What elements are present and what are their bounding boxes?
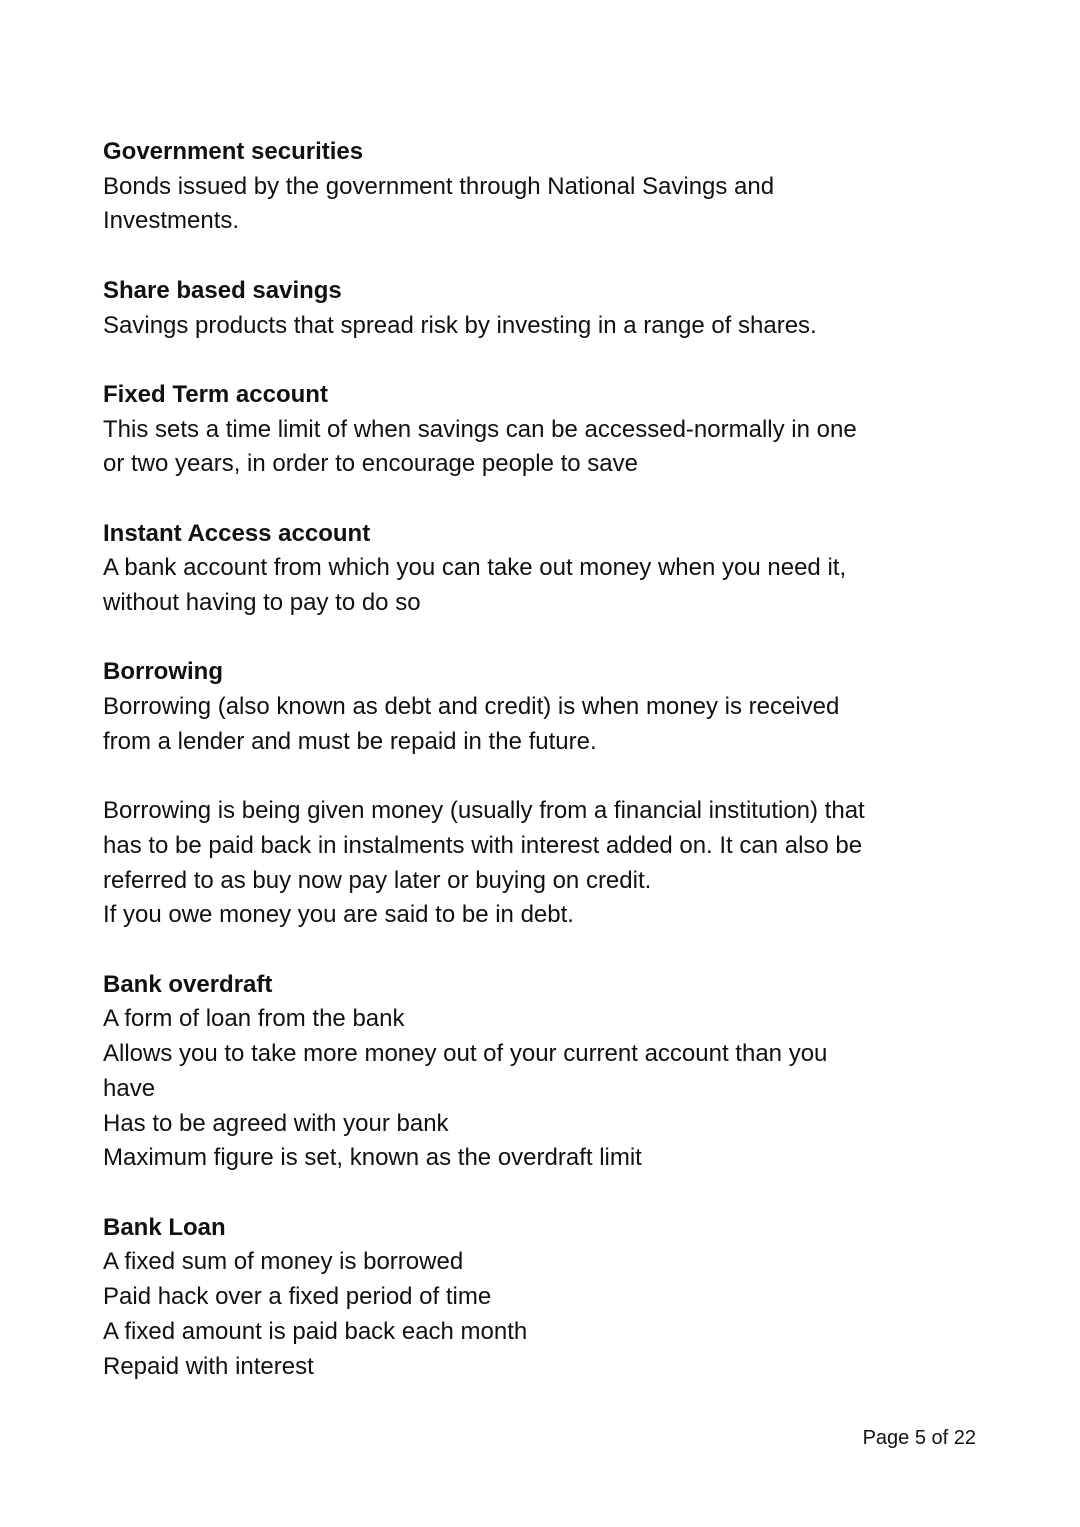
section-text-line: A bank account from which you can take out money when you need it, (103, 554, 847, 582)
section-text-line: Has to be agreed with your bank (103, 1109, 449, 1137)
section-heading: Share based savings (103, 276, 342, 304)
section-text-line: Bonds issued by the government through National Savings and (103, 172, 775, 200)
definition-section (103, 968, 963, 1176)
section-text-line: This sets a time limit of when savings can be accessed-normally in one (103, 415, 857, 443)
section-text-line: Savings products that spread risk by investing in a range of shares. (103, 311, 817, 339)
page-number: Page 5 of 22 (862, 1427, 976, 1449)
section-heading: Borrowing (103, 658, 223, 686)
section-text-line: Borrowing is being given money (usually from a financial institution) that (103, 797, 865, 825)
section-text-line: without having to pay to do so (103, 589, 421, 617)
section-text-line: If you owe money you are said to be in debt. (103, 901, 574, 929)
definition-section (103, 655, 963, 759)
section-spacer (103, 1176, 963, 1211)
definition-section (103, 378, 963, 482)
section-text-line: or two years, in order to encourage people to save (103, 450, 638, 478)
section-spacer (103, 933, 963, 968)
section-spacer (103, 239, 963, 274)
page-body (103, 135, 963, 1384)
definition-section (103, 135, 963, 239)
section-text-line: Repaid with interest (103, 1352, 314, 1380)
section-text-line: Maximum figure is set, known as the overdraft limit (103, 1144, 642, 1172)
section-text-line: A fixed amount is paid back each month (103, 1317, 528, 1345)
section-text-line: from a lender and must be repaid in the future. (103, 727, 597, 755)
section-spacer (103, 482, 963, 517)
section-text-line: Paid hack over a fixed period of time (103, 1283, 492, 1311)
section-heading: Bank overdraft (103, 970, 273, 998)
section-heading: Government securities (103, 138, 364, 165)
section-spacer (103, 760, 963, 795)
section-text-line: have (103, 1074, 156, 1102)
section-heading: Fixed Term account (103, 380, 328, 408)
definition-section (103, 274, 963, 343)
section-text-line: Investments. (103, 207, 240, 235)
section-text-line: Borrowing (also known as debt and credit) is when money is received (103, 693, 840, 721)
section-text-line: A form of loan from the bank (103, 1005, 405, 1033)
section-spacer (103, 343, 963, 378)
definition-section (103, 794, 963, 933)
definition-section (103, 517, 963, 621)
section-spacer (103, 621, 963, 656)
section-text-line: Allows you to take more money out of your current account than you (103, 1040, 828, 1068)
section-text-line: has to be paid back in instalments with interest added on. It can also be (103, 831, 863, 859)
section-text-line: referred to as buy now pay later or buying on credit. (103, 866, 652, 894)
definition-section (103, 1211, 963, 1385)
section-text-line: A fixed sum of money is borrowed (103, 1248, 464, 1276)
section-heading: Bank Loan (103, 1213, 226, 1241)
section-heading: Instant Access account (103, 519, 371, 547)
